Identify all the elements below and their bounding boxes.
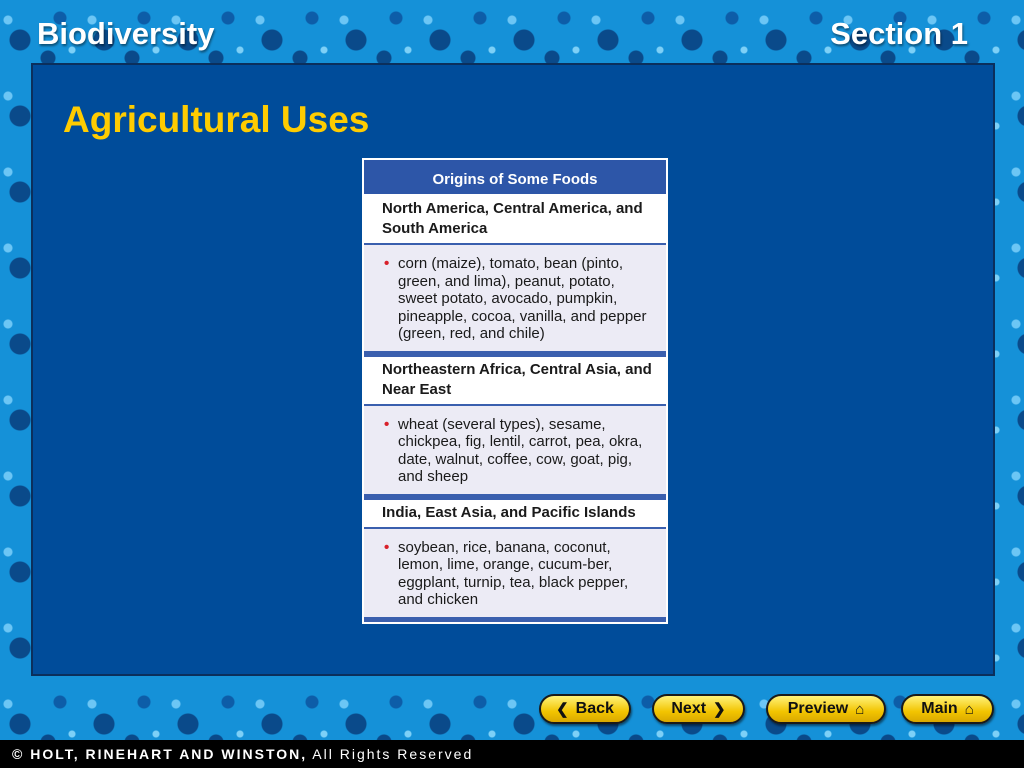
region-heading: Northeastern Africa, Central Asia, and Near East [364,357,666,406]
chevron-left-icon: ❮ [556,700,569,718]
bullet-icon: • [384,538,390,556]
region-foods [364,245,666,357]
home-icon: ⌂ [964,700,974,718]
chevron-right-icon: ❯ [713,700,726,718]
slide-title: Agricultural Uses [63,99,370,140]
app-title: Biodiversity [37,16,215,51]
next-label: Next [671,700,707,717]
region-heading: India, East Asia, and Pacific Islands [364,500,666,529]
preview-label: Preview [787,700,849,717]
food-origins-table [362,158,668,624]
section-label: Section 1 [830,16,968,51]
next-button[interactable] [652,694,745,724]
publisher-text: © HOLT, RINEHART AND WINSTON, [12,746,308,762]
region-foods [364,406,666,500]
rights-text: All Rights Reserved [307,746,474,762]
content-panel [31,63,995,676]
back-button[interactable] [539,694,631,724]
foods-text: soybean, rice, banana, coconut, lemon, lime, orange, cucum-ber, eggplant, turnip, tea, black pepper, and chicken [398,538,629,608]
bullet-icon: • [384,415,390,433]
copyright-footer [0,740,1024,768]
preview-button[interactable] [766,694,886,724]
foods-text: wheat (several types), sesame, chickpea, fig, lentil, carrot, pea, okra, date, walnut, coffee, cow, goat, pig, and sheep [398,415,643,485]
region-heading: North America, Central America, and South America [364,196,666,245]
table-title: Origins of Some Foods [364,160,666,196]
bullet-icon: • [384,255,390,272]
foods-text: corn (maize), tomato, bean (pinto, green, and lima), peanut, potato, sweet potato, avocado, pumpkin, pineapple, cocoa, vanilla, and pepper (green, red, and chile) [398,255,647,342]
region-foods [364,529,666,622]
main-label: Main [921,700,958,717]
home-icon: ⌂ [855,700,865,718]
back-label: Back [575,700,614,717]
main-button[interactable] [901,694,994,724]
